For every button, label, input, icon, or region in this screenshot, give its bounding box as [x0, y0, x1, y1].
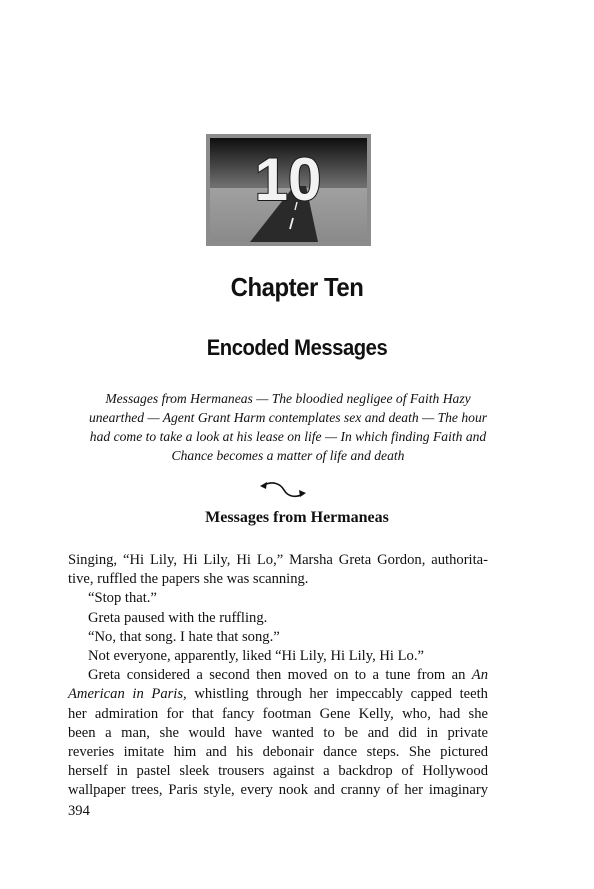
chapter-number-illustration: [206, 134, 371, 246]
text-line: American in Paris, whistling through her impeccably capped teeth: [68, 686, 488, 703]
synopsis-line: unearthed — Agent Grant Harm contemplates sex and death — The hour: [88, 410, 488, 425]
synopsis-line: Chance becomes a matter of life and death: [171, 448, 405, 463]
chapter-number: 10: [254, 146, 322, 213]
text-line: “No, that song. I hate that song.”: [88, 628, 280, 645]
text-line: reveries imitate him and his debonair dance steps. She pictured: [68, 744, 488, 761]
text-line: Greta considered a second then moved on to a tune from an An: [88, 667, 488, 684]
chapter-subtitle: Encoded Messages: [206, 335, 388, 360]
synopsis-line: had come to take a look at his lease on life — In which finding Faith and: [89, 429, 487, 444]
road-illustration: [210, 138, 367, 242]
section-ornament-icon: [258, 479, 308, 501]
chapter-synopsis: [68, 389, 508, 465]
body-text: [68, 551, 488, 801]
text-line: Singing, “Hi Lily, Hi Lily, Hi Lo,” Marsha Greta Gordon, authorita-: [68, 552, 488, 568]
text-line: “Stop that.”: [88, 590, 157, 607]
text-line: Not everyone, apparently, liked “Hi Lily, Hi Lily, Hi Lo.”: [88, 648, 424, 665]
text-line: Greta paused with the ruffling.: [88, 609, 268, 626]
text-line: wallpaper trees, Paris style, every nook and cranny of her imaginary: [68, 782, 488, 799]
section-heading: Messages from Hermaneas: [205, 509, 389, 526]
synopsis-line: Messages from Hermaneas — The bloodied negligee of Faith Hazy: [105, 391, 471, 406]
page-number: 394: [68, 803, 90, 819]
text-line: been a man, she would have wanted to be and did in private: [68, 724, 488, 741]
text-line: herself in pastel sleek trousers against a backdrop of Hollywood: [68, 763, 488, 780]
text-line: her admiration for that fancy footman Gene Kelly, who, had she: [68, 705, 488, 722]
chapter-title: Chapter Ten: [230, 272, 364, 302]
text-line: tive, ruffled the papers she was scanning.: [68, 571, 309, 588]
